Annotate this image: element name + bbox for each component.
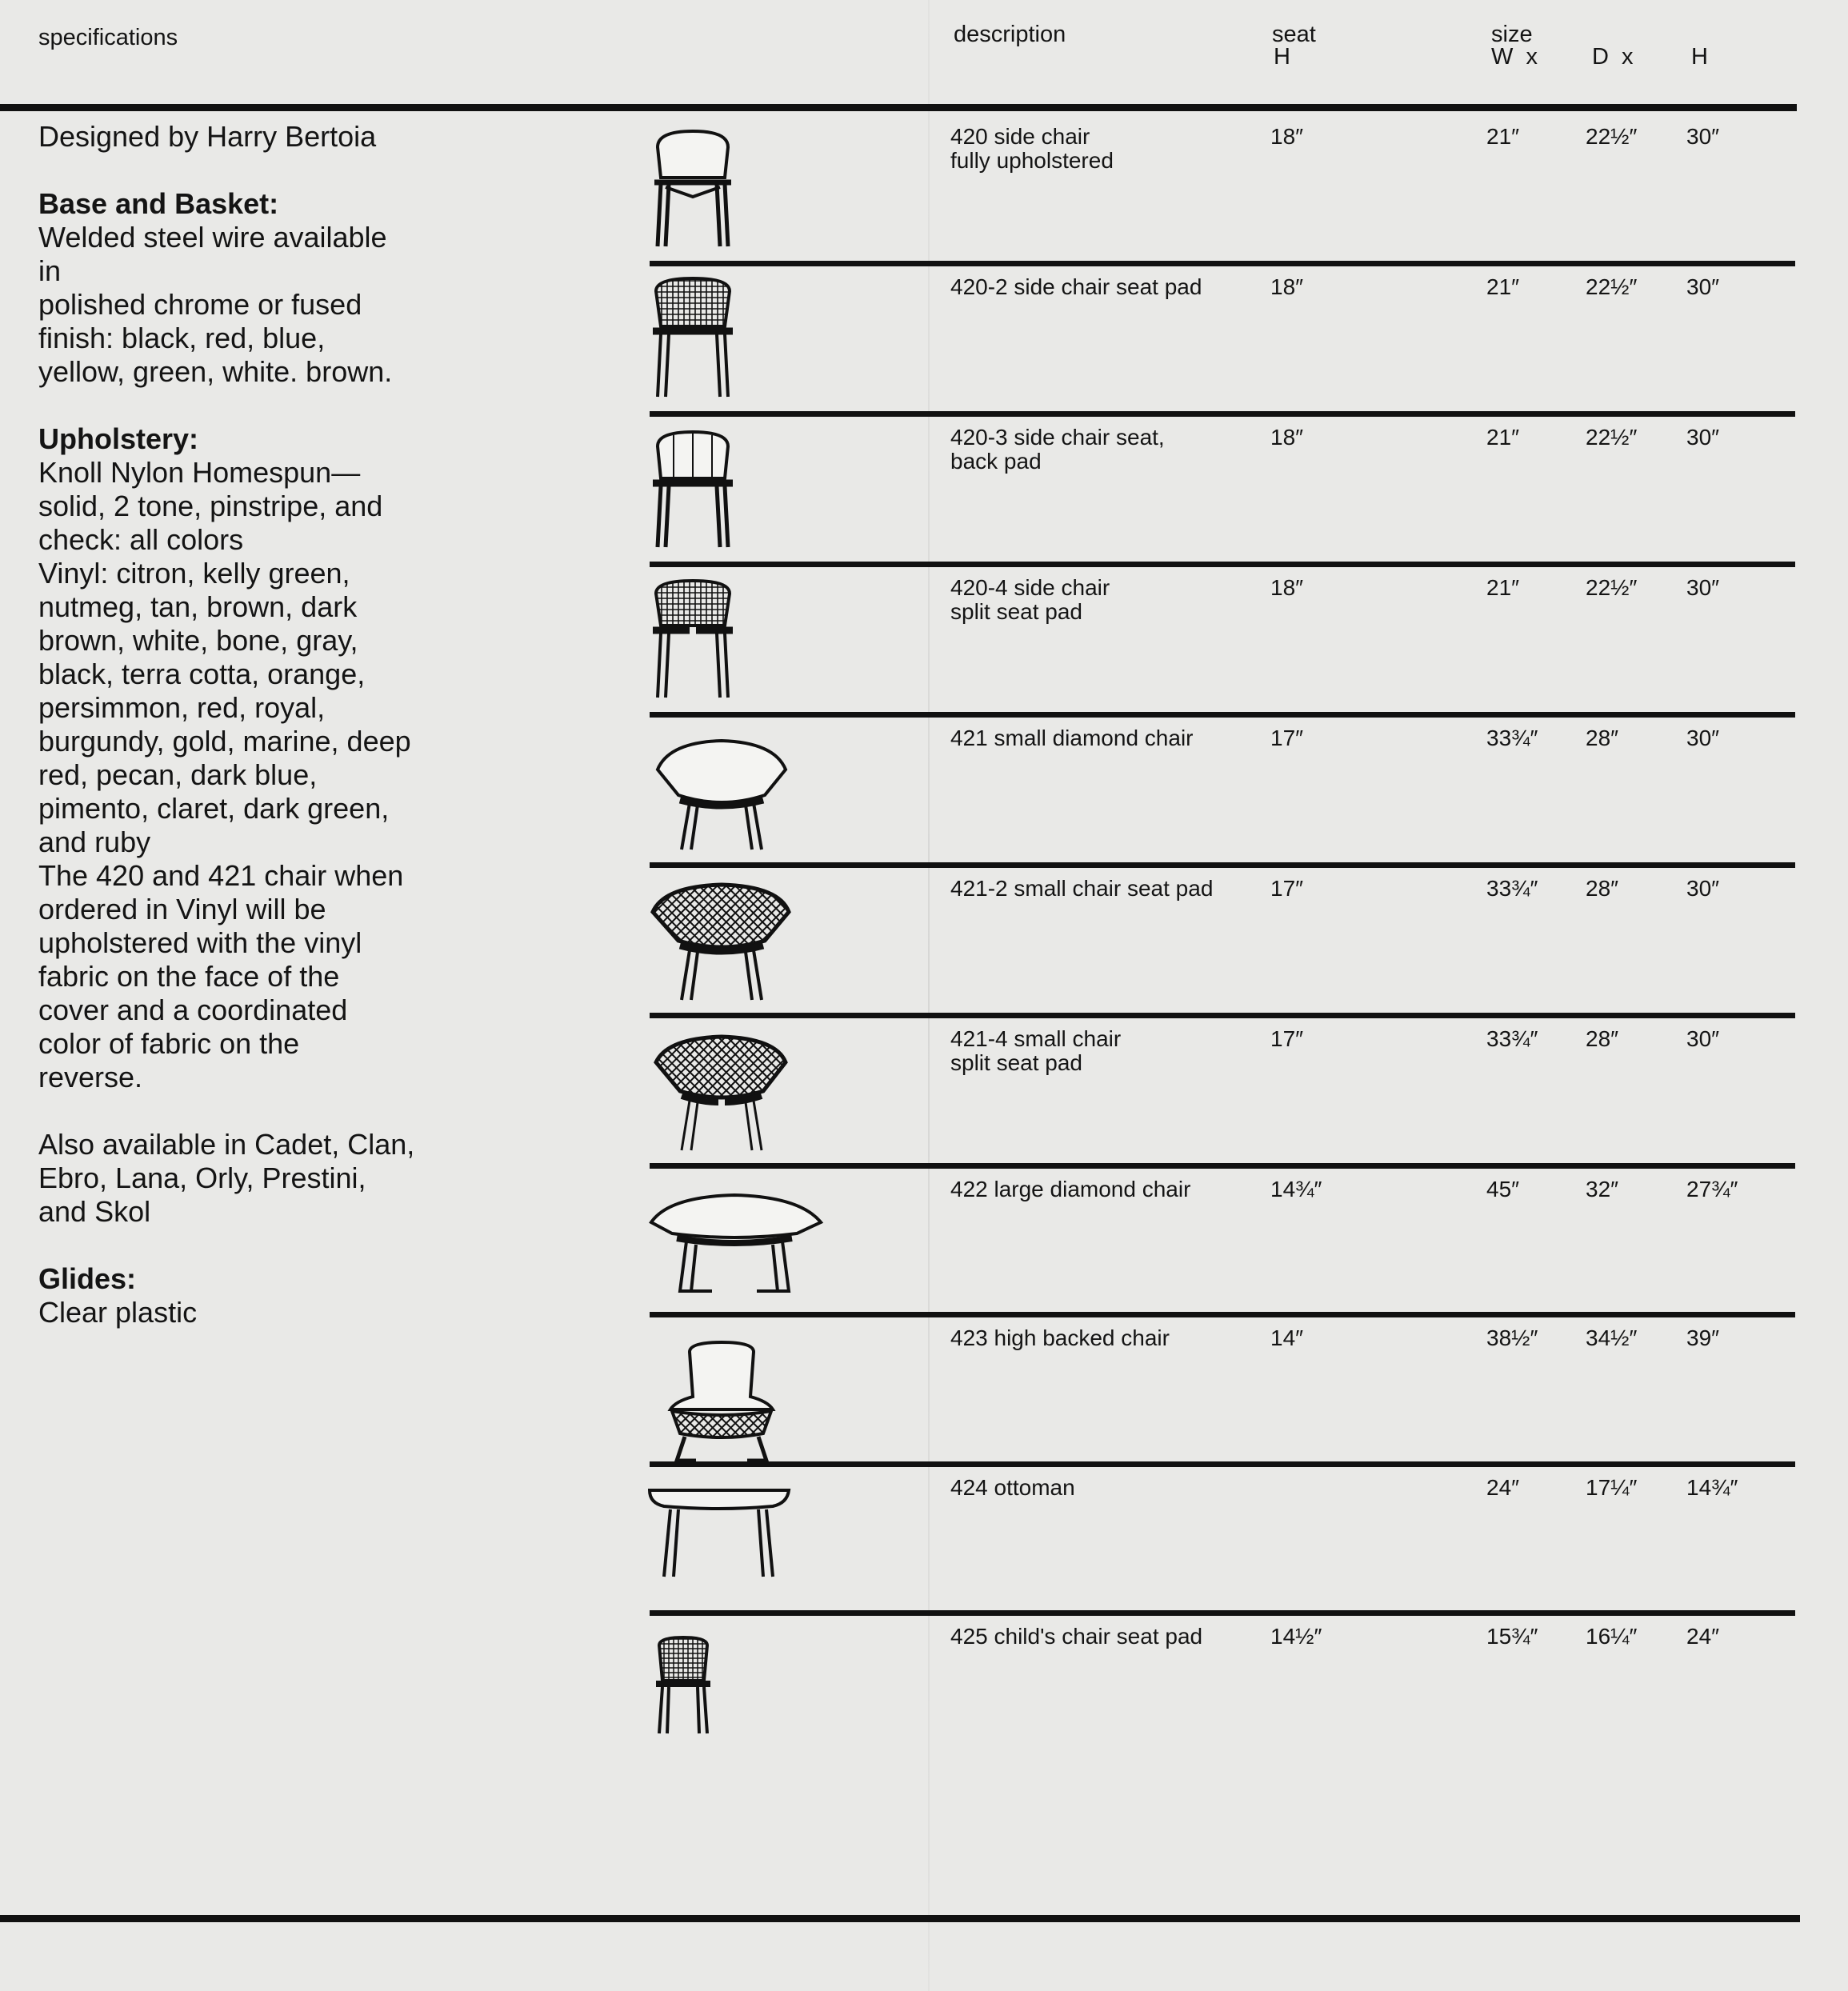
seat-height: 17″ bbox=[1270, 876, 1304, 901]
seat-height: 14¾″ bbox=[1270, 1177, 1322, 1201]
size-height: 30″ bbox=[1686, 425, 1720, 450]
product-row bbox=[0, 1461, 1848, 1612]
seat-height: 14½″ bbox=[1270, 1624, 1322, 1649]
size-height: 14¾″ bbox=[1686, 1475, 1738, 1500]
seat-height-header: H bbox=[1274, 44, 1290, 70]
seat-height: 18″ bbox=[1270, 124, 1304, 149]
size-depth: 28″ bbox=[1586, 1026, 1619, 1051]
size-depth: 22½″ bbox=[1586, 274, 1638, 299]
size-width: 21″ bbox=[1486, 274, 1520, 299]
side-chair-upholstered-icon bbox=[645, 125, 797, 256]
size-height: 24″ bbox=[1686, 1624, 1720, 1649]
size-height: 30″ bbox=[1686, 726, 1720, 750]
product-row bbox=[0, 411, 1848, 562]
seat-height: 18″ bbox=[1270, 575, 1304, 600]
seat-height: 17″ bbox=[1270, 1026, 1304, 1051]
row-divider bbox=[650, 1163, 1795, 1169]
row-divider bbox=[650, 562, 1795, 567]
upholstery-text: Knoll Nylon Homespun— solid, 2 tone, pinstripe, and check: all colors Vinyl: citron, kelly green, nutmeg, tan, brown, dark brown, white, bone, gray, black, terra cotta, orange, persimmon, red, royal, burgundy, gold, marine, deep red, pecan, dark blue, pimento, claret, dark green, and ruby The 420 and 421 chair when ordered in Vinyl will be upholstered with the vinyl fabric on the face of the cover and a coordinated color of fabric on the reverse. bbox=[38, 456, 411, 1093]
size-height-header: H bbox=[1691, 44, 1708, 70]
size-depth: 28″ bbox=[1586, 726, 1619, 750]
size-width-header: W x bbox=[1491, 44, 1538, 70]
product-row bbox=[0, 1163, 1848, 1313]
size-height: 30″ bbox=[1686, 1026, 1720, 1051]
product-description: 421 small diamond chair bbox=[950, 726, 1194, 750]
size-height: 39″ bbox=[1686, 1325, 1720, 1350]
size-depth: 28″ bbox=[1586, 876, 1619, 901]
designer-text: Designed by Harry Bertoia bbox=[38, 120, 377, 153]
size-height: 30″ bbox=[1686, 575, 1720, 600]
row-divider bbox=[650, 862, 1795, 868]
row-divider bbox=[650, 1312, 1795, 1317]
product-description: 420-3 side chair seat, back pad bbox=[950, 425, 1165, 474]
size-width: 21″ bbox=[1486, 124, 1520, 149]
product-row bbox=[0, 562, 1848, 712]
size-depth: 32″ bbox=[1586, 1177, 1619, 1201]
seat-height: 18″ bbox=[1270, 425, 1304, 450]
row-divider bbox=[650, 712, 1795, 718]
side-chair-split-pad-icon bbox=[645, 576, 797, 707]
seat-height: 14″ bbox=[1270, 1325, 1304, 1350]
size-height: 30″ bbox=[1686, 274, 1720, 299]
large-diamond-chair-icon bbox=[645, 1177, 829, 1309]
ottoman-icon bbox=[645, 1476, 797, 1607]
high-backed-chair-icon bbox=[645, 1326, 797, 1470]
size-width: 33¾″ bbox=[1486, 876, 1538, 901]
specifications-label: specifications bbox=[38, 25, 178, 50]
product-description: 420-2 side chair seat pad bbox=[950, 274, 1202, 299]
small-diamond-seat-pad-icon bbox=[645, 877, 797, 1008]
seat-height: 18″ bbox=[1270, 274, 1304, 299]
also-available-text: Also available in Cadet, Clan, Ebro, Lana, Orly, Prestini, and Skol bbox=[38, 1128, 415, 1228]
side-chair-seat-pad-icon bbox=[645, 275, 797, 406]
size-depth: 17¼″ bbox=[1586, 1475, 1638, 1500]
row-divider bbox=[650, 1461, 1795, 1467]
size-width: 33¾″ bbox=[1486, 1026, 1538, 1051]
size-height: 30″ bbox=[1686, 124, 1720, 149]
small-diamond-split-pad-icon bbox=[645, 1027, 797, 1158]
product-row bbox=[0, 862, 1848, 1013]
footer-rule bbox=[0, 1915, 1800, 1922]
size-width: 38½″ bbox=[1486, 1325, 1538, 1350]
product-description: 421-2 small chair seat pad bbox=[950, 876, 1214, 901]
size-depth: 22½″ bbox=[1586, 124, 1638, 149]
base-heading: Base and Basket: bbox=[38, 187, 279, 220]
size-width: 45″ bbox=[1486, 1177, 1520, 1201]
small-diamond-chair-icon bbox=[645, 726, 797, 858]
description-column-header: description bbox=[954, 22, 1066, 47]
size-width: 21″ bbox=[1486, 575, 1520, 600]
glides-heading: Glides: bbox=[38, 1262, 137, 1295]
product-row bbox=[0, 261, 1848, 411]
size-height: 27¾″ bbox=[1686, 1177, 1738, 1201]
product-description: 420 side chair fully upholstered bbox=[950, 124, 1114, 173]
size-depth-header: D x bbox=[1592, 44, 1634, 70]
row-divider bbox=[650, 411, 1795, 417]
side-chair-back-pad-icon bbox=[645, 426, 797, 557]
seat-height: 17″ bbox=[1270, 726, 1304, 750]
row-divider bbox=[650, 1013, 1795, 1018]
glides-text: Clear plastic bbox=[38, 1296, 198, 1329]
size-width: 24″ bbox=[1486, 1475, 1520, 1500]
childs-chair-icon bbox=[645, 1625, 797, 1756]
size-depth: 34½″ bbox=[1586, 1325, 1638, 1350]
product-row bbox=[0, 110, 1848, 261]
size-depth: 16¼″ bbox=[1586, 1624, 1638, 1649]
product-description: 421-4 small chair split seat pad bbox=[950, 1026, 1122, 1075]
row-divider bbox=[650, 1610, 1795, 1616]
base-text: Welded steel wire available in polished chrome or fused finish: black, red, blue, yellow, green, white. brown. bbox=[38, 221, 393, 388]
row-divider bbox=[650, 261, 1795, 266]
upholstery-heading: Upholstery: bbox=[38, 422, 199, 455]
product-description: 425 child's chair seat pad bbox=[950, 1624, 1203, 1649]
size-width: 15¾″ bbox=[1486, 1624, 1538, 1649]
seat-column-header: seat bbox=[1272, 22, 1316, 47]
product-description: 423 high backed chair bbox=[950, 1325, 1170, 1350]
product-description: 420-4 side chair split seat pad bbox=[950, 575, 1110, 624]
product-row bbox=[0, 1610, 1848, 1761]
product-row bbox=[0, 1312, 1848, 1462]
size-depth: 22½″ bbox=[1586, 425, 1638, 450]
product-row bbox=[0, 712, 1848, 862]
product-row bbox=[0, 1013, 1848, 1163]
size-depth: 22½″ bbox=[1586, 575, 1638, 600]
size-width: 33¾″ bbox=[1486, 726, 1538, 750]
product-description: 424 ottoman bbox=[950, 1475, 1075, 1500]
size-height: 30″ bbox=[1686, 876, 1720, 901]
size-width: 21″ bbox=[1486, 425, 1520, 450]
size-column-header: size bbox=[1491, 22, 1533, 47]
product-description: 422 large diamond chair bbox=[950, 1177, 1191, 1201]
